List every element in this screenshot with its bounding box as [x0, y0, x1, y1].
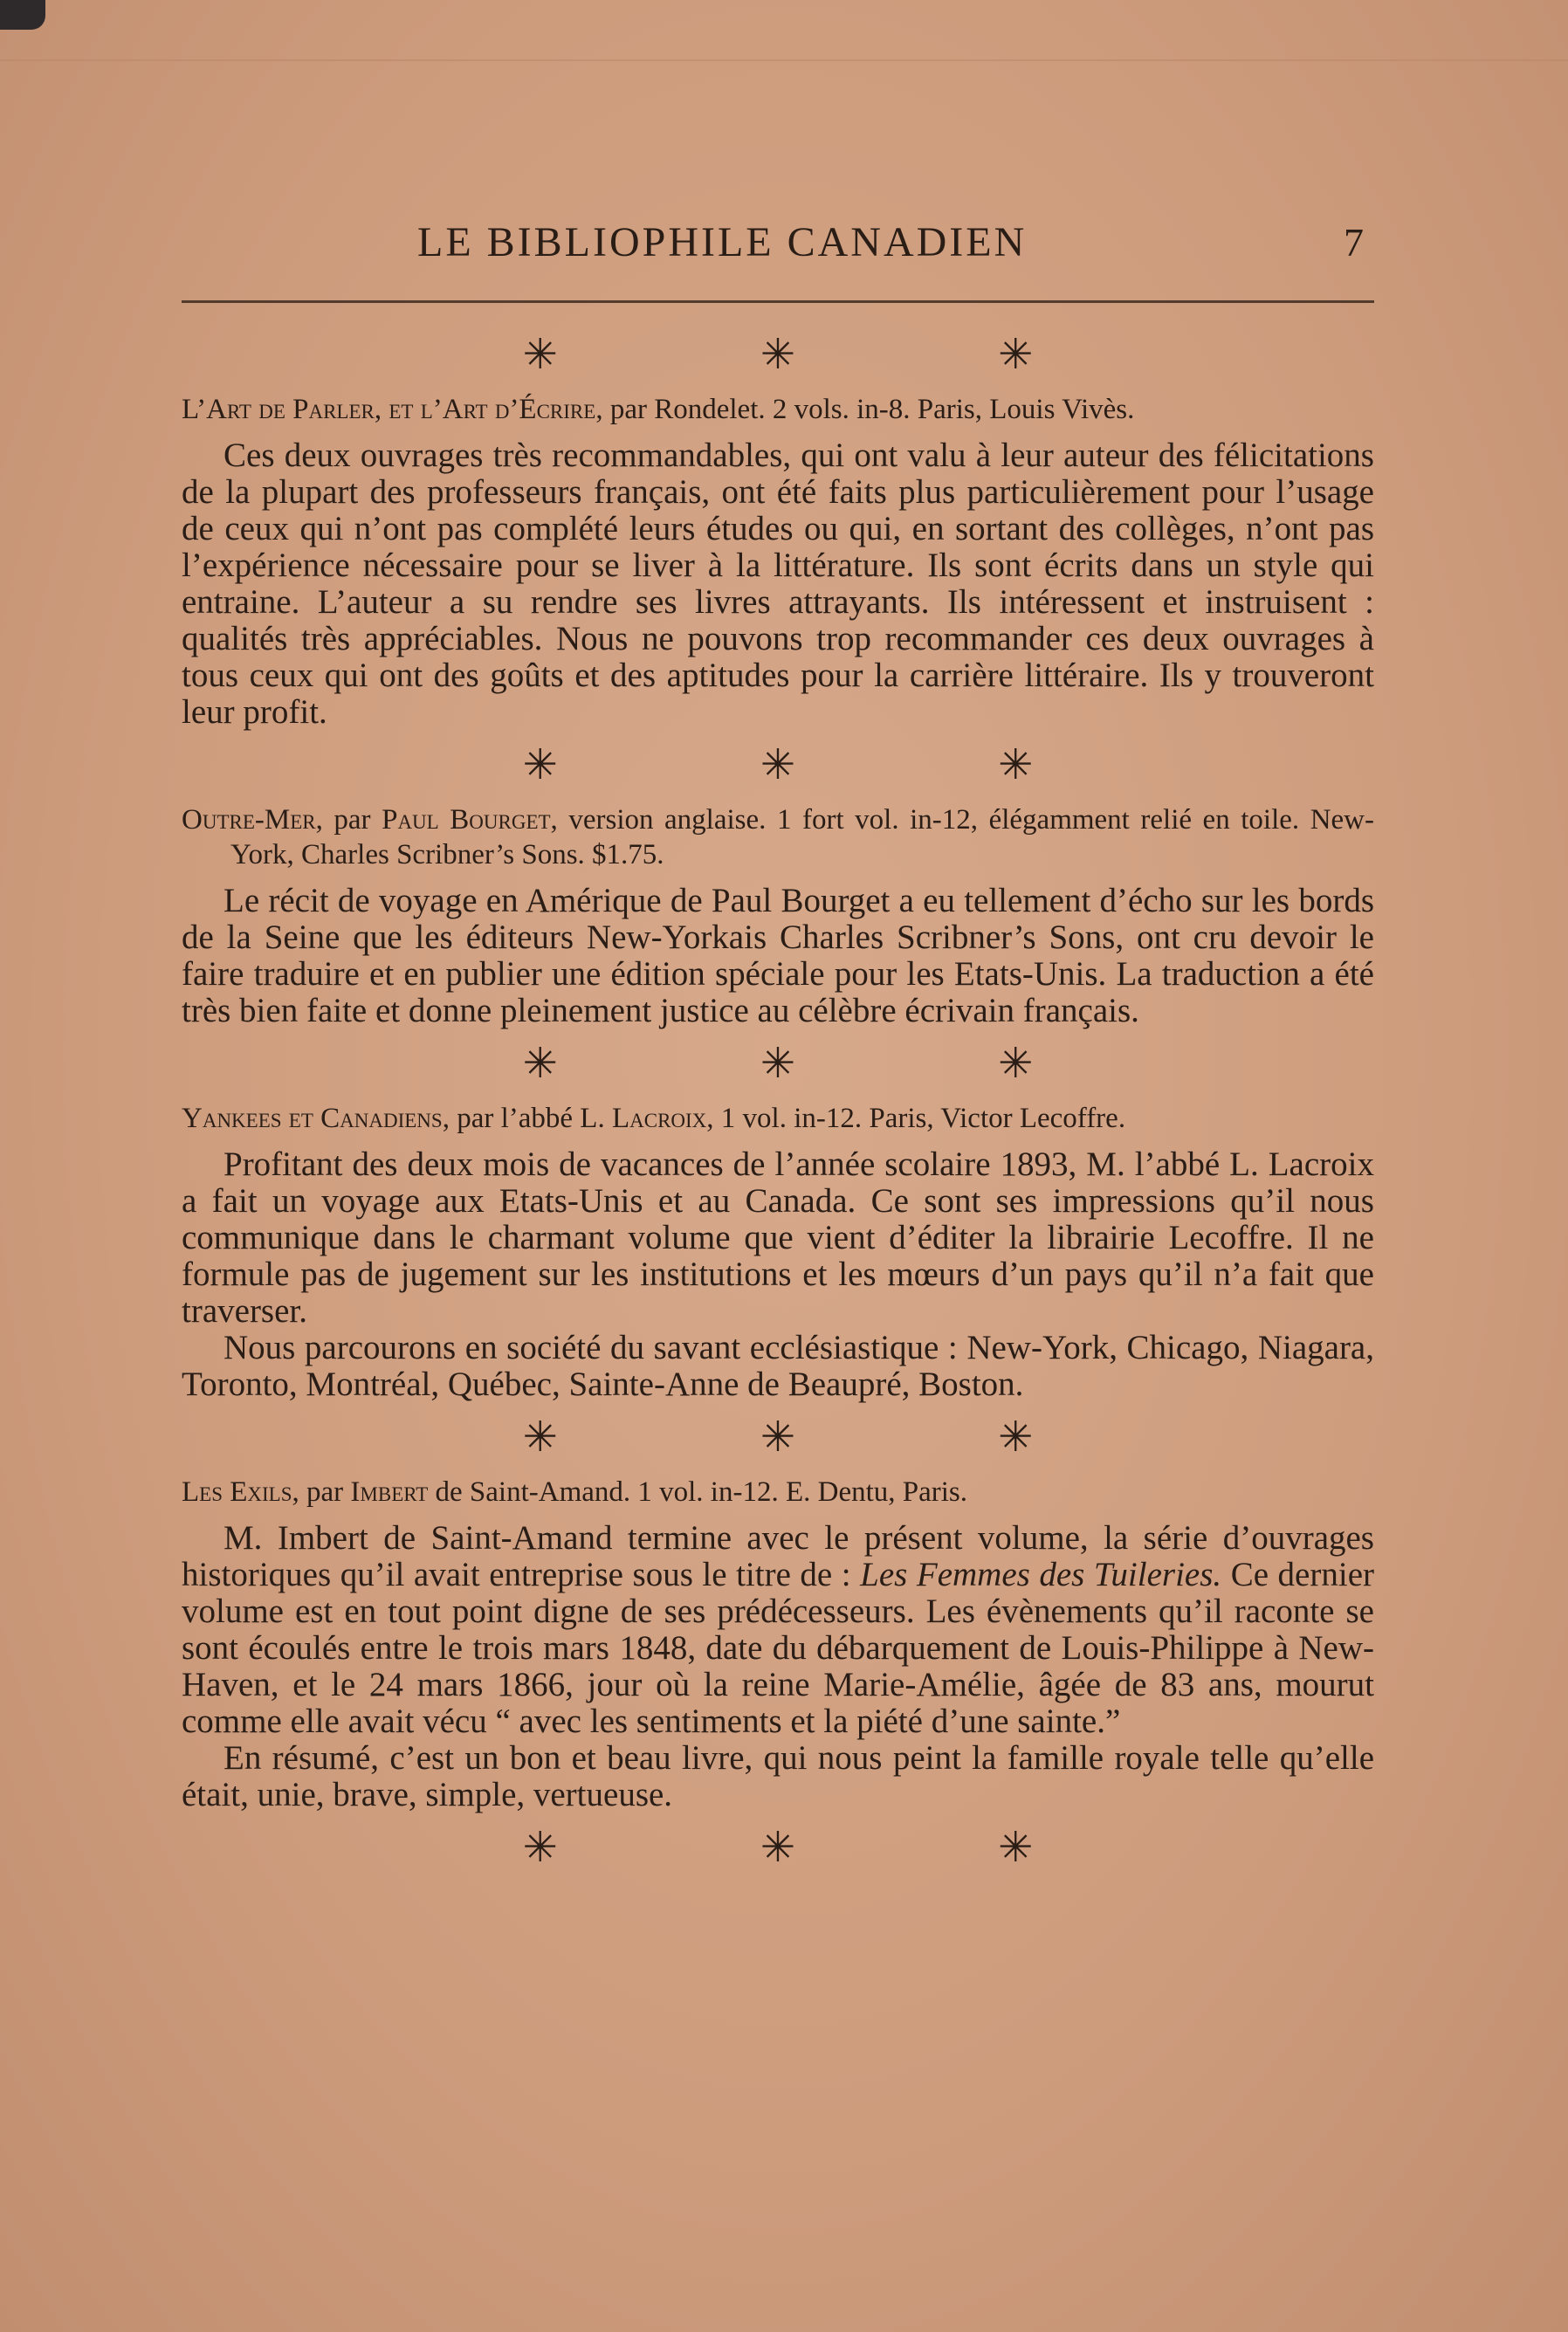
review-citation — [182, 802, 1374, 872]
section-separator: ✳ ✳ ✳ — [522, 742, 1130, 788]
page-number: 7 — [1344, 220, 1364, 265]
review-citation — [182, 1101, 1374, 1136]
paragraph-text: Ce dernier volume est en tout point digne de ses prédécesseurs. Les évènements qu’il raconte se sont écoulés entre le trois mars 1848, date du débarquement de Louis-Philippe à New-Haven, et le 24 mars 1866, jour où la reine Marie-Amélie, âgée de 83 ans, mourut comme elle avait vécu “ avec les sentiments et la piété d’une sainte.” — [182, 1556, 1374, 1740]
section-separator: ✳ ✳ ✳ — [522, 1825, 1130, 1871]
italic-title: Les Femmes des Tuileries. — [860, 1556, 1222, 1593]
review-paragraph: Ces deux ouvrages très recommandables, qui ont valu à leur auteur des félicitations de la plupart des professeurs français, ont été faits plus particulièrement pour l’usage de ceux qui n’ont pas complété leurs études ou qui, en sortant des collèges, n’ont pas l’expérience nécessaire pour se liver à la littérature. Ils sont écrits dans un style qui entraine. L’auteur a su rendre ses livres attrayants. Ils intéressent et instruisent : qualités très appréciables. Nous ne pouvons trop recommander ces deux ouvrages à tous ceux qui ont des goûts et des aptitudes pour la carrière littéraire. Ils y trouveront leur profit. — [182, 437, 1374, 731]
citation-connector: , par l’abbé L. — [442, 1103, 612, 1134]
torn-corner — [0, 0, 45, 30]
citation-connector: , par — [315, 804, 382, 836]
review-citation — [182, 1475, 1374, 1510]
fold-crease — [0, 59, 1568, 61]
citation-connector: , par — [292, 1476, 351, 1508]
running-header — [182, 218, 1374, 279]
book-author: Imbert — [350, 1476, 429, 1508]
section-separator: ✳ ✳ ✳ — [522, 1414, 1130, 1461]
review-paragraph: Nous parcourons en société du savant ecclésiastique : New-York, Chicago, Niagara, Toronto, Montréal, Québec, Sainte-Anne de Beaupré, Boston. — [182, 1329, 1374, 1403]
citation-details: , version anglaise. 1 fort vol. in-12, élégamment relié en toile. New-York, Charles Scribner’s Sons. $1.75. — [230, 804, 1374, 870]
book-title: Yankees et Canadiens — [182, 1103, 443, 1134]
review-citation — [182, 392, 1374, 427]
book-author: Lacroix — [611, 1103, 707, 1134]
review-outre-mer — [182, 802, 1374, 1029]
review-les-exils — [182, 1475, 1374, 1813]
review-yankees-et-canadiens — [182, 1101, 1374, 1403]
citation-details: , 1 vol. in-12. Paris, Victor Lecoffre. — [706, 1103, 1126, 1134]
review-paragraph: Le récit de voyage en Amérique de Paul Bourget a eu tellement d’écho sur les bords de la Seine que les éditeurs New-Yorkais Charles Scribner’s Sons, ont cru devoir le faire traduire et en publier une édition spéciale pour les Etats-Unis. La traduction a été très bien faite et donne pleinement justice au célèbre écrivain français. — [182, 882, 1374, 1029]
section-separator: ✳ ✳ ✳ — [522, 332, 1130, 378]
running-title: LE BIBLIOPHILE CANADIEN — [417, 219, 1028, 265]
citation-details: de Saint-Amand. 1 vol. in-12. E. Dentu, Paris. — [428, 1476, 968, 1508]
review-art-de-parler — [182, 392, 1374, 731]
section-separator: ✳ ✳ ✳ — [522, 1041, 1130, 1087]
review-paragraph: En résumé, c’est un bon et beau livre, qui nous peint la famille royale telle qu’elle était, unie, brave, simple, vertueuse. — [182, 1739, 1374, 1813]
book-title: Outre-Mer — [182, 804, 316, 836]
page-content — [182, 218, 1374, 1885]
book-title: L’Art de Parler, et l’Art d’Écrire — [182, 394, 596, 425]
paragraph-text: M. Imbert de Saint-Amand termine avec le présent volume, la série d’ouvrages historiques qu’il avait entreprise sous le titre de : — [182, 1519, 1374, 1593]
review-paragraph — [182, 1520, 1374, 1740]
header-rule — [182, 300, 1374, 303]
review-paragraph: Profitant des deux mois de vacances de l’année scolaire 1893, M. l’abbé L. Lacroix a fait un voyage aux Etats-Unis et au Canada. Ce sont ses impressions qu’il nous communique dans le charmant volume que vient d’éditer la librairie Lecoffre. Il ne formule pas de jugement sur les institutions et les mœurs d’un pays qu’il n’a fait que traverser. — [182, 1145, 1374, 1330]
citation-details: , par Rondelet. 2 vols. in-8. Paris, Louis Vivès. — [595, 394, 1135, 425]
book-title: Les Exils — [182, 1476, 292, 1508]
book-author: Paul Bourget — [382, 804, 551, 836]
